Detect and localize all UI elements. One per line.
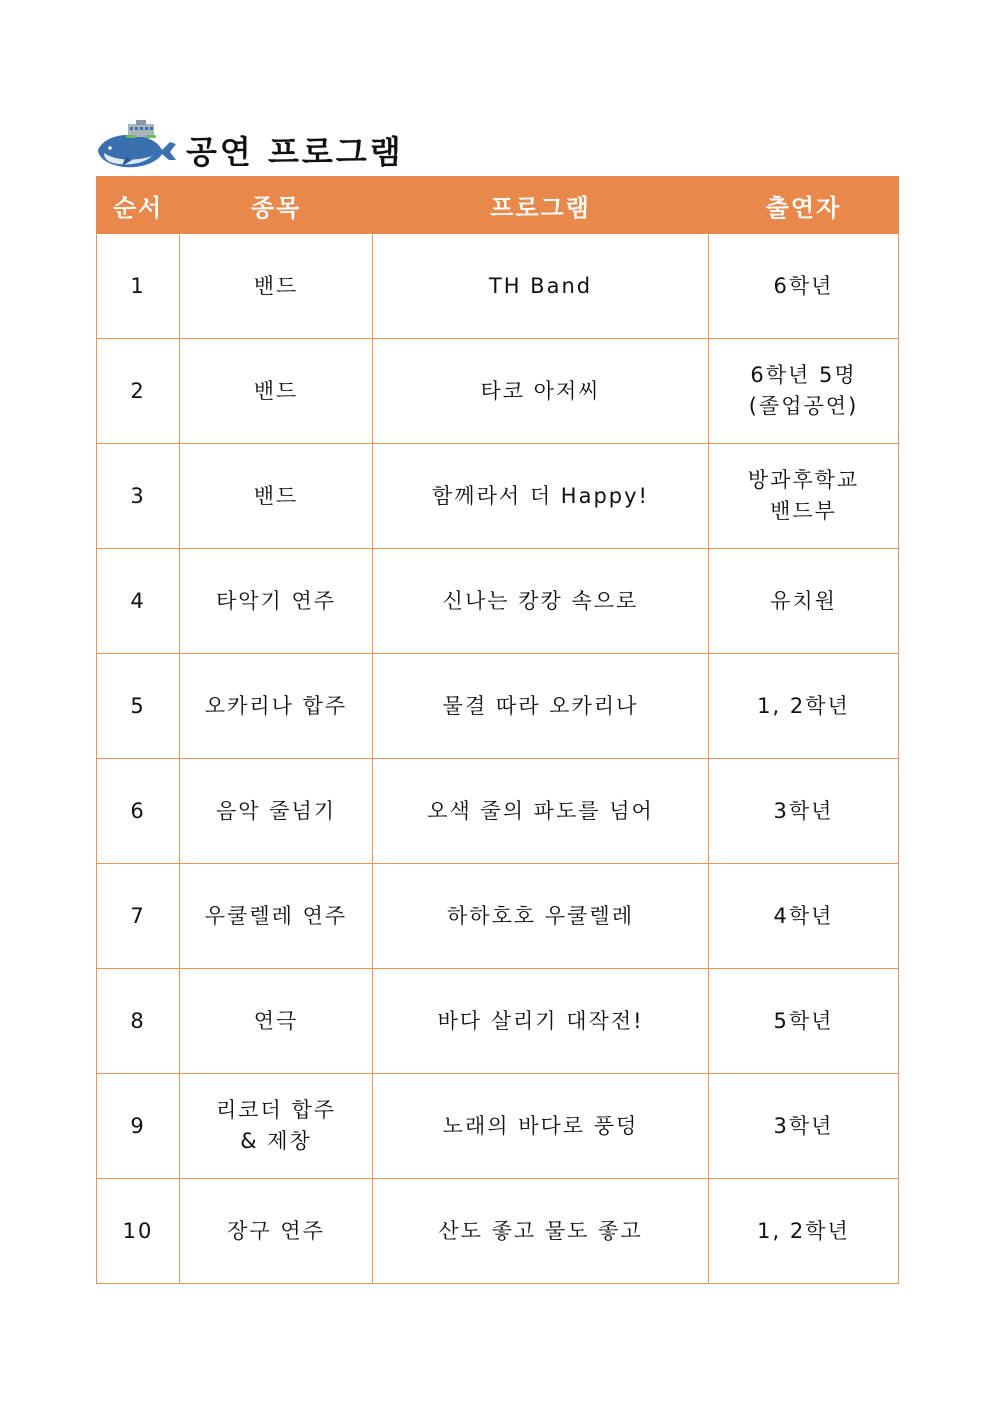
header-category: 종목	[180, 177, 373, 234]
performer-cell	[709, 234, 899, 339]
performer-cell	[709, 339, 899, 444]
performer-cell	[709, 654, 899, 759]
category-cell	[180, 864, 373, 969]
category-cell-line: 타악기 연주	[215, 588, 337, 613]
program-table	[96, 176, 899, 1284]
performer-cell	[709, 1179, 899, 1284]
program-cell: 함께라서 더 Happy!	[373, 444, 709, 549]
category-cell-line: 음악 줄넘기	[215, 798, 337, 823]
performer-cell-line: 1, 2학년	[757, 1218, 850, 1243]
order-cell: 9	[97, 1074, 180, 1179]
category-cell	[180, 549, 373, 654]
performer-cell	[709, 444, 899, 549]
category-cell	[180, 444, 373, 549]
program-cell: 물결 따라 오카리나	[373, 654, 709, 759]
program-cell: 타코 아저씨	[373, 339, 709, 444]
performer-cell-line: (졸업공연)	[748, 394, 859, 418]
category-cell	[180, 234, 373, 339]
category-cell	[180, 339, 373, 444]
performer-cell-line: 3학년	[773, 1113, 834, 1138]
order-cell: 1	[97, 234, 180, 339]
performer-cell-line: 4학년	[773, 903, 834, 928]
section-title	[96, 118, 404, 174]
order-cell: 8	[97, 969, 180, 1074]
category-cell-line: 연극	[253, 1008, 299, 1033]
whale-school-icon	[96, 120, 178, 174]
table-row	[97, 1179, 899, 1284]
table-row	[97, 1074, 899, 1179]
category-cell	[180, 1074, 373, 1179]
table-row	[97, 549, 899, 654]
program-cell: TH Band	[373, 234, 709, 339]
category-cell-line: 리코더 합주	[215, 1098, 337, 1122]
performer-cell-line: 5학년	[773, 1008, 834, 1033]
performer-cell-line: 밴드부	[770, 499, 837, 523]
performer-cell-line: 6학년 5명	[750, 363, 857, 387]
performer-cell	[709, 864, 899, 969]
program-cell: 바다 살리기 대작전!	[373, 969, 709, 1074]
header-order: 순서	[97, 177, 180, 234]
table-row	[97, 864, 899, 969]
category-cell	[180, 654, 373, 759]
order-cell: 2	[97, 339, 180, 444]
category-cell-line: 장구 연주	[227, 1218, 325, 1243]
performer-cell	[709, 1074, 899, 1179]
program-cell: 오색 줄의 파도를 넘어	[373, 759, 709, 864]
table-header-row	[97, 177, 899, 234]
page-title: 공연 프로그램	[186, 133, 404, 171]
performer-cell	[709, 969, 899, 1074]
performer-cell-line: 3학년	[773, 798, 834, 823]
order-cell: 3	[97, 444, 180, 549]
table-row	[97, 969, 899, 1074]
performer-cell-line: 유치원	[770, 588, 837, 613]
performer-cell	[709, 549, 899, 654]
category-cell-line: 밴드	[253, 378, 299, 403]
table-row	[97, 654, 899, 759]
order-cell: 6	[97, 759, 180, 864]
order-cell: 10	[97, 1179, 180, 1284]
performer-cell-line: 6학년	[773, 273, 834, 298]
category-cell	[180, 969, 373, 1074]
header-program: 프로그램	[373, 177, 709, 234]
table-row	[97, 234, 899, 339]
category-cell	[180, 759, 373, 864]
order-cell: 4	[97, 549, 180, 654]
category-cell-line: & 제창	[240, 1129, 312, 1153]
table-row	[97, 444, 899, 549]
program-cell: 신나는 캉캉 속으로	[373, 549, 709, 654]
category-cell-line: 오카리나 합주	[204, 693, 348, 718]
program-cell: 노래의 바다로 풍덩	[373, 1074, 709, 1179]
category-cell-line: 밴드	[253, 273, 299, 298]
header-performer: 출연자	[709, 177, 899, 234]
program-cell: 산도 좋고 물도 좋고	[373, 1179, 709, 1284]
table-row	[97, 759, 899, 864]
performer-cell-line: 1, 2학년	[757, 693, 850, 718]
table-row	[97, 339, 899, 444]
order-cell: 5	[97, 654, 180, 759]
performer-cell-line: 방과후학교	[747, 468, 860, 492]
program-cell: 하하호호 우쿨렐레	[373, 864, 709, 969]
performer-cell	[709, 759, 899, 864]
category-cell-line: 우쿨렐레 연주	[204, 903, 348, 928]
category-cell	[180, 1179, 373, 1284]
category-cell-line: 밴드	[253, 483, 299, 508]
table-body	[97, 234, 899, 1284]
order-cell: 7	[97, 864, 180, 969]
